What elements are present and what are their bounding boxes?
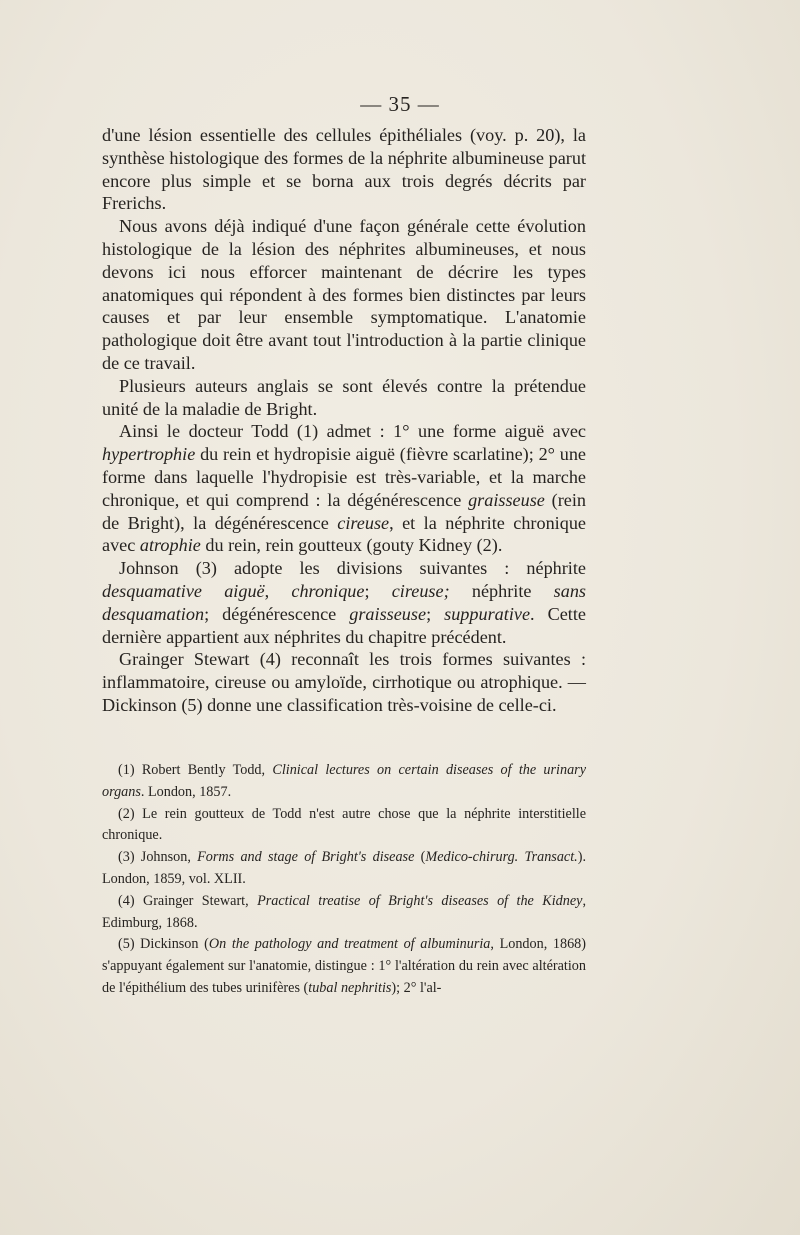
text-run: ); 2° l'al-: [391, 979, 442, 996]
text-run: du rein, rein goutteux (gouty Kidney (2).: [200, 535, 503, 556]
footnote-2: [102, 804, 586, 848]
paragraph-6: Grainger Stewart (4) reconnaît les trois formes suivantes : inflammatoire, cireuse ou amyloïde, cirrhotique ou atrophique. —Dickinson (5) donne une classification très-voisine de celle-ci.: [102, 649, 586, 715]
body-text: [102, 124, 586, 717]
text-run: ;: [364, 580, 392, 601]
text-run: du rein et hydropisie aiguë (fièvre scarlatine); 2° une forme dans laquelle l'hydropisie est très-variable, et la marche chronique, et qui comprend : la dégénérescence: [102, 444, 586, 510]
text-run: ). London, 1859, vol. XLII.: [102, 849, 586, 887]
text-run: Ainsi le docteur Todd (1) admet : 1° une forme aiguë avec: [119, 421, 586, 442]
text-run: (5) Dickinson (: [118, 936, 209, 953]
italic-run: chronique: [291, 580, 365, 601]
footnote-1: [102, 760, 586, 804]
italic-run: Medico-chirurg. Transact.: [425, 849, 578, 866]
text-run: (3) Johnson,: [118, 849, 198, 866]
italic-run: desquamative aiguë: [102, 580, 265, 601]
paragraph-3: Plusieurs auteurs anglais se sont élevés contre la prétendue unité de la maladie de Bright.: [102, 375, 586, 419]
italic-run: suppurative: [444, 603, 531, 624]
italic-run: On the pathology and treatment of albuminuria: [208, 936, 491, 953]
text-run: ;: [426, 603, 445, 624]
text-run: (2) Le rein goutteux de Todd n'est autre chose que la néphrite interstitielle chronique.: [102, 805, 586, 844]
footnote-4: [102, 891, 586, 935]
italic-run: Forms and stage of Bright's disease: [197, 849, 415, 866]
italic-run: atrophie: [139, 535, 201, 556]
text-run: Johnson (3) adopte les divisions suivantes : néphrite: [119, 558, 586, 579]
italic-run: Clinical lectures on certain diseases of the urinary organs: [102, 762, 586, 800]
italic-run: Practical treatise of Bright's diseases of the Kidney: [257, 892, 583, 909]
text-run: , Edimburg, 1868.: [102, 892, 586, 931]
italic-run: sans desquamation: [102, 580, 586, 624]
italic-run: tubal nephritis: [308, 979, 392, 996]
text-run: . London, 1857.: [140, 783, 232, 800]
text-run: (1) Robert Bently Todd,: [118, 762, 273, 778]
italic-run: cireuse: [337, 512, 390, 533]
text-run: néphrite: [449, 580, 554, 601]
footnote-3: [102, 847, 586, 891]
italic-run: hypertrophie: [102, 444, 196, 465]
text-run: . Cette dernière appartient aux néphrites du chapitre précédent.: [102, 603, 586, 647]
text-run: , et la néphrite chronique avec: [102, 512, 586, 556]
footnotes: [102, 760, 586, 1000]
footnote-5: [102, 934, 586, 999]
paragraph-5: [102, 557, 586, 648]
text-run: (rein de Bright), la dégénérescence: [102, 489, 586, 533]
paragraph-1: d'une lésion essentielle des cellules épithéliales (voy. p. 20), la synthèse histologique des formes de la néphrite albumineuse parut encore plus simple et se borna aux trois degrés décrits par Frerichs.: [102, 125, 586, 214]
italic-run: cireuse;: [391, 580, 450, 601]
italic-run: graisseuse: [468, 489, 545, 510]
italic-run: graisseuse: [349, 603, 427, 624]
paragraph-2: Nous avons déjà indiqué d'une façon générale cette évolution histologique de la lésion des néphrites albumineuses, et nous devons ici nous efforcer maintenant de décrire les types anatomiques qui répondent à des formes bien distinctes par leurs causes et par leur ensemble symptomatique. L'anatomie pathologique doit être avant tout l'introduction à la partie clinique de ce travail.: [102, 216, 586, 373]
text-run: ,: [264, 580, 292, 601]
text-run: (4) Grainger Stewart,: [118, 892, 258, 909]
text-run: , London, 1868) s'appuyant également sur l'anatomie, distingue : 1° l'altération du rein avec altération de l'épithélium des tubes urinifères (: [102, 936, 586, 996]
page-number: — 35 —: [360, 92, 440, 116]
text-run: ; dégénérescence: [204, 603, 350, 624]
paragraph-4: [102, 420, 586, 557]
text-run: (: [414, 849, 426, 866]
